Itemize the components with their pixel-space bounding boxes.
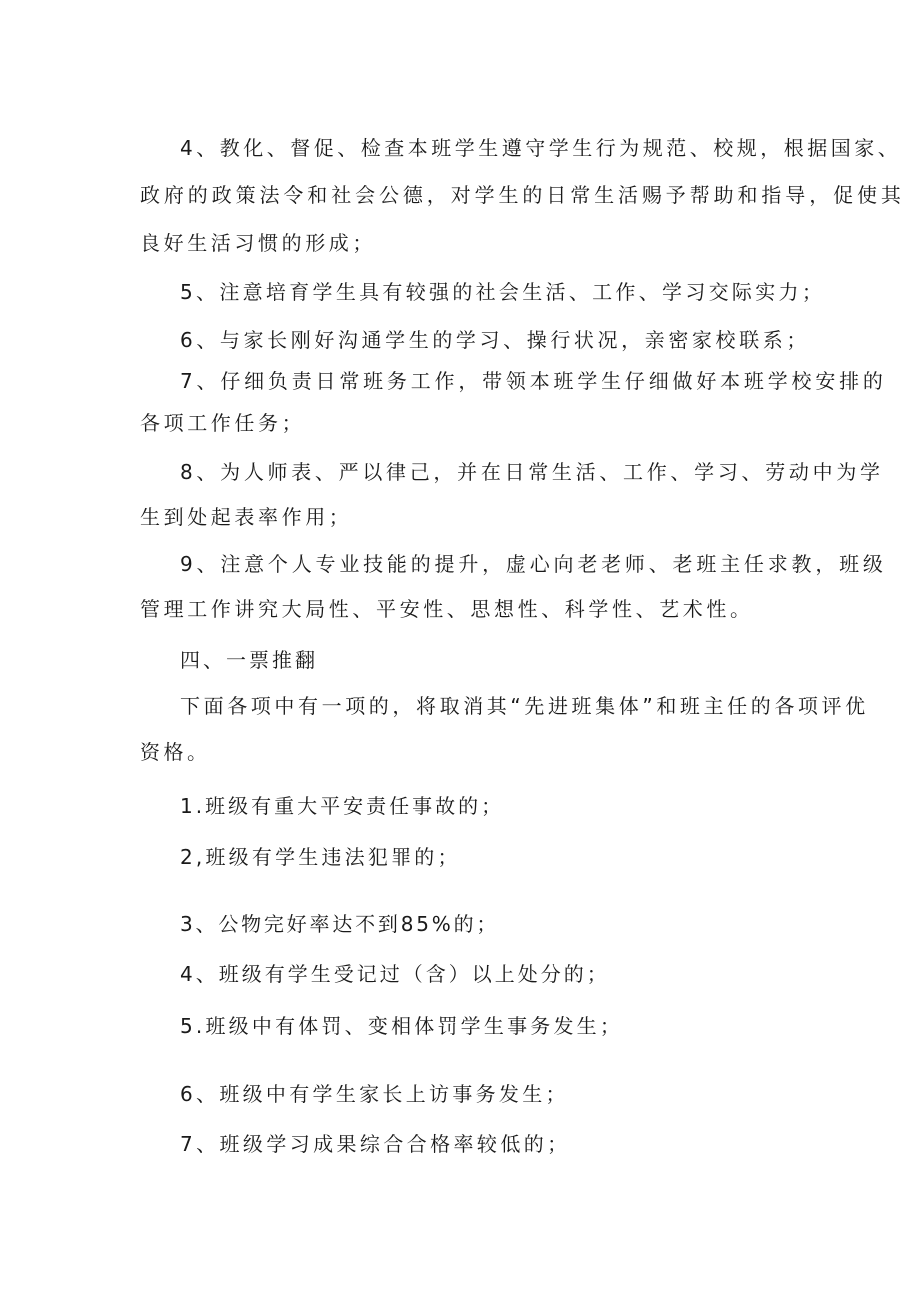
duty-item-8-line-2: 生到处起表率作用； — [140, 505, 353, 529]
duty-item-7-line-1: 7、仔细负责日常班务工作，带领本班学生仔细做好本班学校安排的 — [180, 369, 887, 393]
veto-item-2: 2,班级有学生违法犯罪的； — [180, 845, 461, 869]
veto-item-4: 4、班级有学生受记过（含）以上处分的； — [180, 962, 610, 986]
veto-item-1: 1.班级有重大平安责任事故的； — [180, 794, 505, 818]
duty-item-5: 5、注意培育学生具有较强的社会生活、工作、学习交际实力； — [180, 280, 826, 304]
veto-intro-line-1: 下面各项中有一项的，将取消其“先进班集体”和班主任的各项评优 — [180, 694, 869, 718]
veto-item-7: 7、班级学习成果综合合格率较低的； — [180, 1132, 571, 1156]
veto-item-6: 6、班级中有学生家长上访事务发生； — [180, 1082, 569, 1106]
duty-item-4-line-2: 政府的政策法令和社会公德，对学生的日常生活赐予帮助和指导，促使其 — [140, 183, 905, 207]
duty-item-4-line-1: 4、教化、督促、检查本班学生遵守学生行为规范、校规，根据国家、 — [180, 136, 902, 160]
duty-item-9-line-1: 9、注意个人专业技能的提升，虚心向老老师、老班主任求教，班级 — [180, 552, 887, 576]
duty-item-9-line-2: 管理工作讲究大局性、平安性、思想性、科学性、艺术性。 — [140, 597, 754, 621]
duty-item-6: 6、与家长刚好沟通学生的学习、操行状况，亲密家校联系； — [180, 328, 810, 352]
veto-item-5: 5.班级中有体罚、变相体罚学生事务发生； — [180, 1014, 624, 1038]
veto-item-3: 3、公物完好率达不到85%的； — [180, 912, 500, 936]
section-heading: 四、一票推翻 — [180, 648, 318, 672]
veto-intro-line-2: 资格。 — [140, 740, 211, 764]
duty-item-7-line-2: 各项工作任务； — [140, 411, 306, 435]
duty-item-4-line-3: 良好生活习惯的形成； — [140, 231, 376, 255]
duty-item-8-line-1: 8、为人师表、严以律己，并在日常生活、工作、学习、劳动中为学 — [180, 460, 884, 484]
